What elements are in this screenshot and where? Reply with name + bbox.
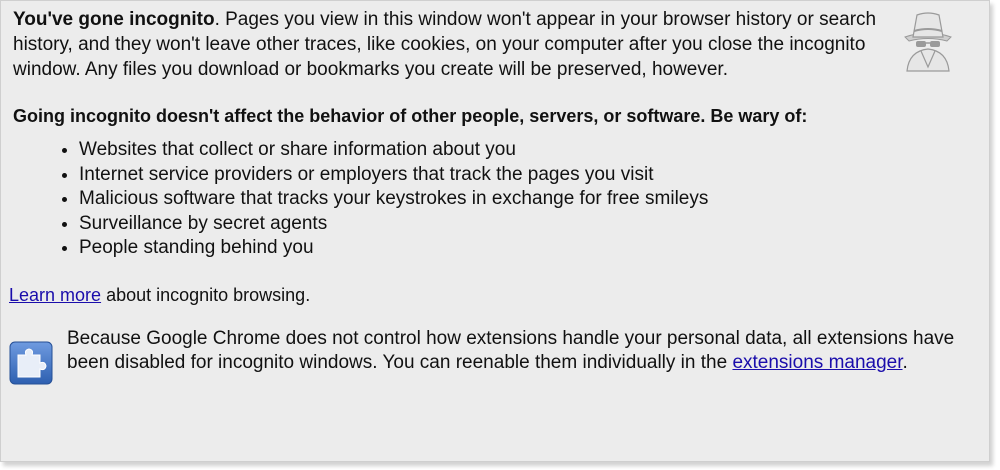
list-item: • Surveillance by secret agents: [79, 212, 977, 237]
extensions-notice: [9, 327, 977, 407]
extensions-suffix: .: [902, 351, 908, 373]
extensions-manager-link[interactable]: extensions manager: [732, 351, 903, 373]
list-item: • Internet service providers or employers that track the pages you visit: [79, 163, 977, 188]
warning-heading: Going incognito doesn't affect the behavior of other people, servers, or software. Be wary of:: [13, 106, 808, 126]
intro-body: . Pages you view in this window won't appear in your browser history or search history, and they won't leave other traces, like cookies, on your computer after you close the incognito window. Any files you download or bookmarks you create will be preserved, however.: [13, 9, 877, 80]
learn-more-link[interactable]: Learn more: [9, 284, 102, 305]
intro-paragraph: [13, 7, 928, 82]
list-item: • Websites that collect or share information about you: [79, 138, 977, 163]
incognito-spy-icon: [897, 7, 959, 73]
learn-more-suffix: about incognito browsing.: [101, 284, 311, 305]
extensions-text: [67, 327, 982, 375]
list-item: • Malicious software that tracks your keystrokes in exchange for free smileys: [79, 187, 977, 212]
extensions-body: Because Google Chrome does not control how extensions handle your personal data, all extensions have been disabled for incognito windows. You can reenable them individually in the: [67, 327, 955, 373]
learn-more-line: [9, 283, 977, 307]
list-item: • People standing behind you: [79, 236, 977, 261]
puzzle-piece-icon: [9, 341, 53, 385]
intro-heading: You've gone incognito: [13, 9, 215, 30]
threat-list: [13, 138, 977, 261]
